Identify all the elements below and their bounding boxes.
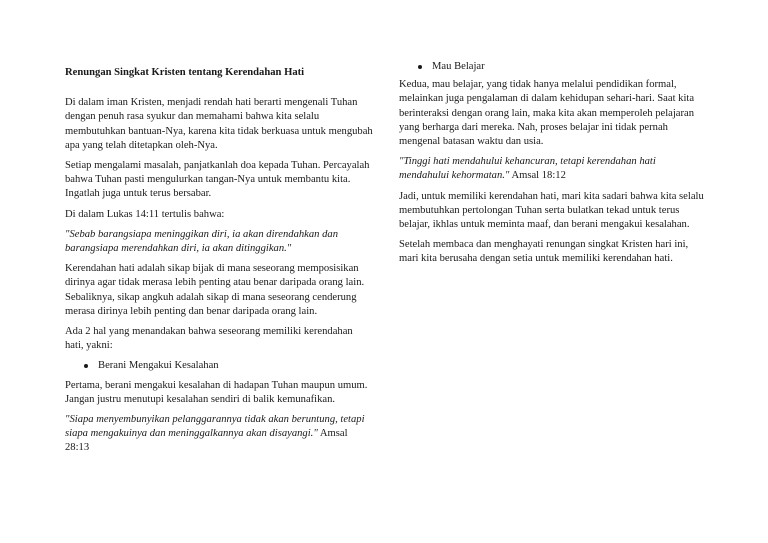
list-item: [399, 60, 704, 74]
bullet-list-second: [399, 60, 704, 74]
left-column: [65, 60, 373, 462]
quote-reference: Amsal 28:13: [65, 428, 348, 454]
quote-text: "Siapa menyembunyikan pelanggarannya tidak akan beruntung, tetapi siapa mengakuinya dan meninggalkannya akan disayangi.": [65, 414, 365, 440]
list-item: [65, 359, 373, 373]
right-column: [399, 60, 704, 273]
list-item-label: Mau Belajar: [432, 61, 485, 72]
quote-luke: "Sebab barangsiapa meninggikan diri, ia akan direndahkan dan barangsiapa merendahkan diri, ia akan ditinggikan.": [65, 228, 338, 255]
paragraph-luke-intro: Di dalam Lukas 14:11 tertulis bahwa:: [65, 208, 225, 220]
bullet-icon: [418, 65, 422, 69]
paragraph-definition: Kerendahan hati adalah sikap bijak di mana seseorang memposisikan dirinya agar tidak merasa lebih penting atau benar daripada orang lain. Sebaliknya, sikap angkuh adalah sikap di mana seseorang cenderung merasa dirinya lebih penting dan benar daripada orang lain.: [65, 263, 365, 317]
paragraph-second-sign: Kedua, mau belajar, yang tidak hanya melalui pendidikan formal, melainkan juga pengalaman di dalam kehidupan sehari-hari. Saat kita berinteraksi dengan orang lain, maka kita akan memperoleh pelajaran yang berharga dari mereka. Nah, proses belajar ini tidak pernah mengenal batasan waktu dan usia.: [399, 79, 695, 148]
quote-proverbs-18: [399, 155, 704, 183]
paragraph-prayer: Setiap mengalami masalah, panjatkanlah doa kepada Tuhan. Percayalah bahwa Tuhan pasti mengulurkan tangan-Nya untuk membantu kita. Ingatlah juga untuk terus bersabar.: [65, 160, 370, 200]
paragraph-conclusion: Jadi, untuk memiliki kerendahan hati, mari kita sadari bahwa kita selalu membutuhkan pertolongan Tuhan serta bulatkan tekad untuk terus belajar, ikhlas untuk meminta maaf, dan berani mengakui kesalahan.: [399, 190, 704, 231]
paragraph-intro: Di dalam iman Kristen, menjadi rendah hati berarti mengenali Tuhan dengan penuh rasa syukur dan memahami bahwa kita selalu membutuhkan bantuan-Nya, karena kita tidak berkuasa untuk mengubah apa yang telah ditetapkan oleh-Nya.: [65, 97, 373, 151]
paragraph-two-signs: Ada 2 hal yang menandakan bahwa seseorang memiliki kerendahan hati, yakni:: [65, 326, 353, 352]
paragraph-closing: Setelah membaca dan menghayati renungan singkat Kristen hari ini, mari kita berusaha dengan setia untuk memiliki kerendahan hati.: [399, 239, 689, 265]
list-item-label: Berani Mengakui Kesalahan: [98, 360, 219, 372]
quote-text: "Tinggi hati mendahului kehancuran, tetapi kerendahan hati mendahului kehormatan.": [399, 156, 656, 182]
quote-reference: Amsal 18:12: [511, 170, 566, 182]
paragraph-first-sign: Pertama, berani mengakui kesalahan di hadapan Tuhan maupun umum. Jangan justru menutupi kesalahan sendiri di balik kemunafikan.: [65, 379, 368, 405]
bullet-list-first: [65, 359, 373, 373]
bullet-icon: [84, 364, 88, 368]
document-title: Renungan Singkat Kristen tentang Kerendahan Hati: [65, 67, 305, 78]
quote-proverbs-28: [65, 413, 373, 456]
